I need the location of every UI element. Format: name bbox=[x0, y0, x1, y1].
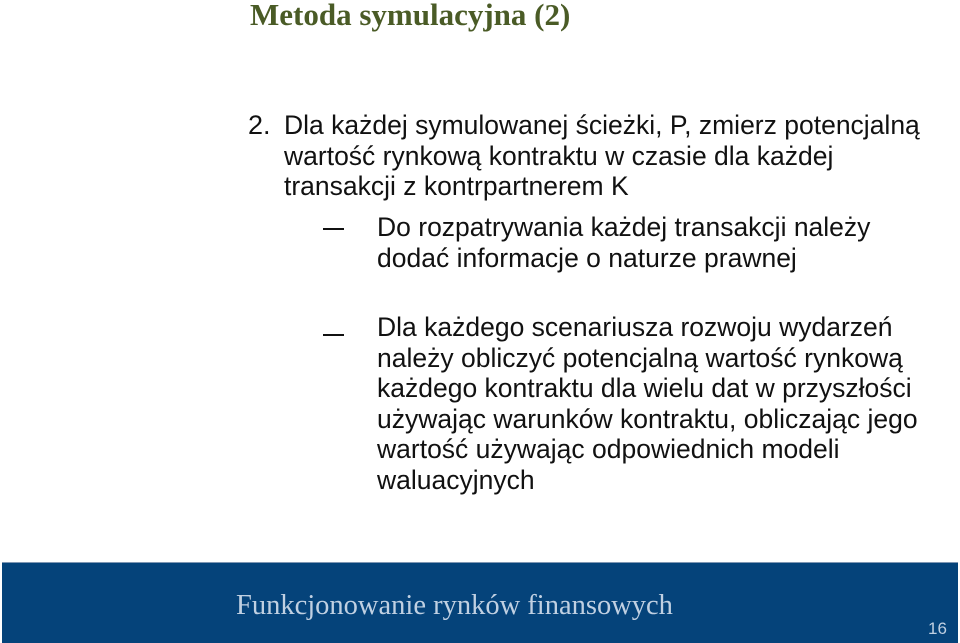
sub-point-text-2: Dla każdego scenariusza rozwoju wydarzeń należy obliczyć potencjalną wartość rynkową każdego kontraktu dla wielu dat w przyszłości używając warunków kontraktu, obliczając jego wartość używając odpowiednich modeli waluacyjnych bbox=[377, 312, 918, 495]
slide-title: Metoda symulacyjna (2) bbox=[250, 0, 571, 32]
sub-point-text-1: Do rozpatrywania każdej transakcji należy dodać informacje o naturze prawnej bbox=[377, 212, 871, 273]
page-number: 16 bbox=[928, 619, 947, 638]
footer-title: Funkcjonowanie rynków finansowych bbox=[236, 590, 673, 621]
point-text: Dla każdej symulowanej ścieżki, P, zmierz potencjalną wartość rynkową kontraktu w czasie dla każdej transakcji z kontrpartnerem K bbox=[284, 110, 920, 201]
point-number: 2. bbox=[248, 110, 271, 140]
footer-bar bbox=[2, 562, 958, 643]
sub-point-dash-2 bbox=[323, 334, 344, 336]
sub-point-dash-1 bbox=[323, 228, 344, 230]
